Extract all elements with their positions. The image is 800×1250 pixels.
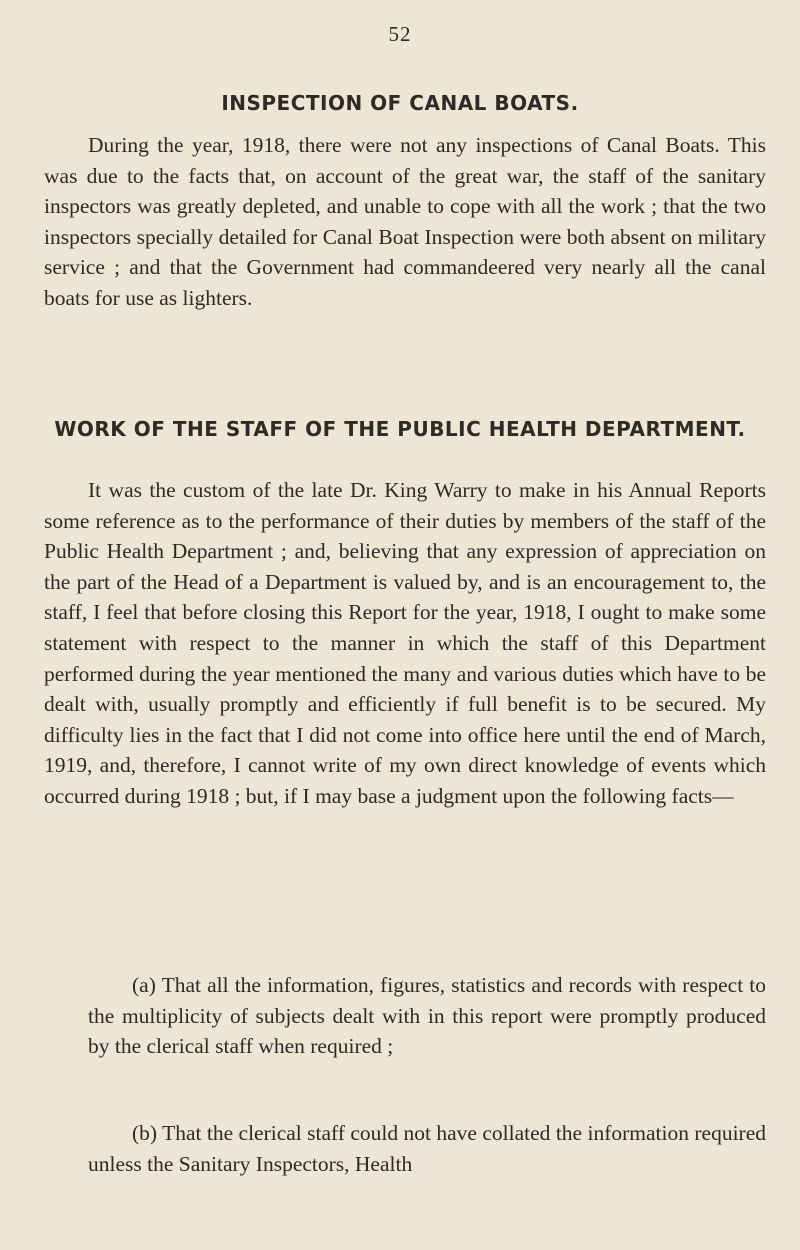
canal-boats-paragraph-block <box>44 130 766 314</box>
staff-work-paragraph: It was the custom of the late Dr. King Warry to make in his Annual Reports some reference as to the performance of their duties by members of the staff of the Public Health Department ; and, believing that any expression of appreciation on the part of the Head of a Department is valued by, and is an encouragement to, the staff, I feel that before closing this Report for the year, 1918, I ought to make some statement with respect to the manner in which the staff of this Department performed during the year mentioned the many and various duties which have to be dealt with, usually promptly and efficiently if full benefit is to be secured. My difficulty lies in the fact that I did not come into office here until the end of March, 1919, and, therefore, I cannot write of my own direct knowledge of events which occurred during 1918 ; but, if I may base a judgment upon the following facts— <box>44 478 766 808</box>
staff-work-paragraph-block <box>44 475 766 812</box>
section-heading-canal-boats: INSPECTION OF CANAL BOATS. <box>221 91 579 115</box>
canal-boats-paragraph: During the year, 1918, there were not any inspections of Canal Boats. This was due to the facts that, on account of the great war, the staff of the sanitary inspectors was greatly depleted, and unable to cope with all the work ; that the two inspectors specially detailed for Canal Boat Inspection were both absent on military service ; and that the Government had commandeered very nearly all the canal boats for use as lighters. <box>44 133 766 310</box>
list-item-b <box>88 1118 766 1179</box>
list-item-a-text: (a) That all the information, figures, statistics and records with respect to the multiplicity of subjects dealt with in this report were promptly produced by the clerical staff when required ; <box>88 973 766 1059</box>
list-item-a <box>88 970 766 1062</box>
page-number: 52 <box>388 22 412 46</box>
section-heading-staff-work: WORK OF THE STAFF OF THE PUBLIC HEALTH DEPARTMENT. <box>54 417 746 441</box>
list-item-b-text: (b) That the clerical staff could not have collated the information required unless the Sanitary Inspectors, Health <box>88 1121 766 1176</box>
